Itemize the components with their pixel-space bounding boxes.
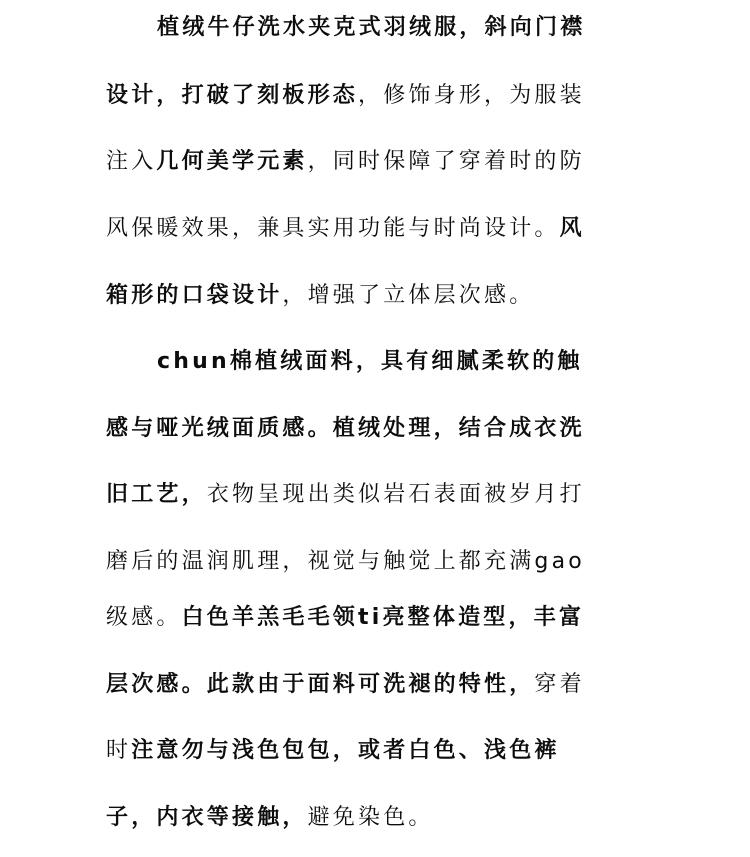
text-line [106,604,666,632]
text-segment: 几何美学元素 [156,149,308,174]
text-line [106,82,666,110]
text-segment: 层次感。此款由于面料可洗褪的特性， [106,672,535,697]
text-segment: 设计，打破了刻板形态 [106,83,359,108]
text-line [157,14,717,42]
text-line [106,671,666,699]
text-segment: 风保暖效果，兼具实用功能与时尚设计。 [106,216,560,241]
text-line [106,548,666,576]
text-segment: ，增强了立体层次感。 [282,283,535,308]
text-line [157,348,717,376]
text-segment: 子，内衣等接触， [106,805,308,830]
text-line [106,148,666,176]
text-segment: 箱形的口袋设计 [106,283,283,308]
text-segment: 衣物呈现出类似岩石表面被岁月打 [206,482,585,507]
text-line [106,215,666,243]
text-segment: ，修饰身形，为服装 [358,83,585,108]
text-segment: 注入 [106,149,157,174]
text-segment: 磨后的温润肌理，视觉与触觉上都充满gao [106,549,585,574]
text-segment: 避免染色。 [307,805,434,830]
text-segment: 白色羊羔毛毛领ti亮整体造型，丰富 [181,605,585,630]
text-line [106,415,666,443]
text-line [106,481,666,509]
text-segment: 植绒牛仔洗水夹克式羽绒服，斜向门襟 [157,15,586,40]
text-segment: 时 [106,738,132,763]
text-line [106,804,666,832]
text-line [106,282,666,310]
text-segment: 注意勿与浅色包包，或者白色、浅色裤 [131,738,560,763]
text-segment: 穿着 [534,672,585,697]
text-line [106,737,666,765]
text-segment: 感与哑光绒面质感。植绒处理，结合成衣洗 [106,416,585,441]
text-segment: 级感。 [106,605,182,630]
text-segment: chun棉植绒面料，具有细腻柔软的触 [157,349,583,374]
text-segment: 旧工艺， [106,482,207,507]
text-segment: 风 [559,216,585,241]
text-segment: ，同时保障了穿着时的防 [307,149,585,174]
